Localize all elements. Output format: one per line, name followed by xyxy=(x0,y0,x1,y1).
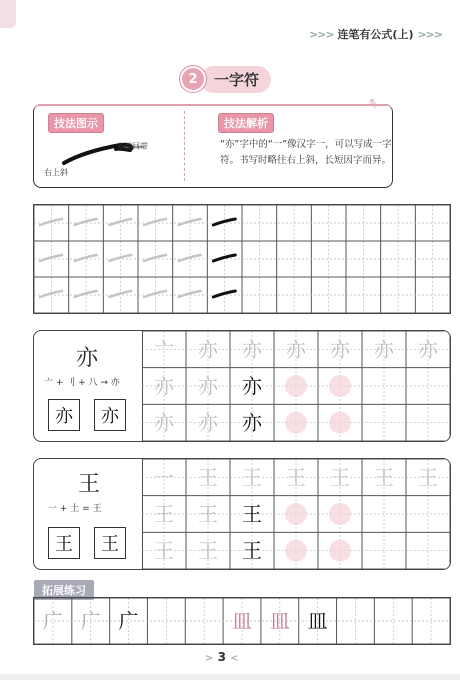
grid-char: 王 xyxy=(418,465,438,490)
technique-divider xyxy=(184,111,185,181)
main-character: 王 xyxy=(78,472,101,497)
trace-mark xyxy=(285,540,307,562)
char-info-wang xyxy=(34,459,143,569)
practice-card-yi xyxy=(33,330,451,442)
trace-mark xyxy=(329,503,351,525)
practice-card-wang xyxy=(33,458,451,570)
page-number: > 3 < xyxy=(205,650,239,664)
trace-stroke xyxy=(109,291,131,297)
grid-char: 皿 xyxy=(269,609,290,633)
grid-char: 亦 xyxy=(242,374,262,398)
running-head-title: 连笔有公式(上) xyxy=(337,28,414,41)
bottom-bar xyxy=(0,674,460,680)
grid-char: 亦 xyxy=(198,410,218,435)
grid-char: 广 xyxy=(80,609,101,633)
analysis-tag: 技法解析 xyxy=(218,113,274,133)
grid-char: 王 xyxy=(374,465,394,490)
trace-mark xyxy=(329,412,351,434)
technique-box xyxy=(33,95,393,188)
grid-char: 王 xyxy=(198,538,218,563)
demo-note-start: 右上斜 xyxy=(44,168,68,177)
grid-char: 王 xyxy=(286,465,306,490)
sample-cell xyxy=(94,527,126,559)
character-formula: 一 + 土 = 王 xyxy=(48,504,102,514)
grid-char: 亠 xyxy=(154,337,174,362)
trace-stroke xyxy=(40,291,62,297)
stroke-practice-svg xyxy=(34,205,450,313)
copying-grid-wang[interactable] xyxy=(142,459,450,569)
trace-stroke xyxy=(40,255,62,261)
section-number: 2 xyxy=(180,66,206,92)
sample-cell xyxy=(48,399,80,431)
main-character: 亦 xyxy=(76,346,99,371)
trace-stroke xyxy=(144,219,166,225)
trace-stroke xyxy=(109,219,131,225)
trace-stroke xyxy=(144,291,166,297)
trace-stroke xyxy=(40,219,62,225)
grid-char: 广 xyxy=(42,609,63,633)
trace-stroke xyxy=(75,291,97,297)
running-head-arrows-right: >>> xyxy=(417,28,442,41)
grid-char: 亦 xyxy=(154,410,174,435)
demo-note-end: 末端回带 xyxy=(116,142,148,151)
sample-char: 亦 xyxy=(101,406,119,427)
stroke-practice-grid[interactable] xyxy=(33,204,451,314)
section-title xyxy=(180,66,271,92)
running-head-arrows: >>> xyxy=(308,28,334,41)
grid-char: 亦 xyxy=(374,337,394,362)
trace-stroke xyxy=(179,255,201,261)
grid-char: 王 xyxy=(330,465,350,490)
grid-char: 亦 xyxy=(418,337,438,362)
grid-char: 王 xyxy=(242,502,262,526)
corner-tab xyxy=(0,0,16,28)
sample-char: 王 xyxy=(55,534,73,555)
grid-char: 广 xyxy=(118,609,139,633)
trace-stroke xyxy=(179,219,201,225)
grid-char: 王 xyxy=(242,538,262,563)
grid-char: 亦 xyxy=(198,337,218,362)
extension-label: 拓展练习 xyxy=(34,580,94,600)
demo-tag: 技法图示 xyxy=(48,113,104,133)
sample-char: 王 xyxy=(101,534,119,555)
model-stroke xyxy=(213,291,235,297)
trace-mark xyxy=(329,540,351,562)
trace-mark xyxy=(329,375,351,397)
extension-grid[interactable] xyxy=(33,597,451,645)
grid-char: 亦 xyxy=(330,337,350,362)
grid-char: 亦 xyxy=(242,337,262,362)
trace-mark xyxy=(285,503,307,525)
grid-char: 亦 xyxy=(154,374,174,398)
grid-char: 亦 xyxy=(198,374,218,398)
grid-char: 王 xyxy=(198,465,218,490)
page-number-text: 3 xyxy=(217,650,226,664)
grid-char: 亦 xyxy=(242,410,262,435)
sample-cell xyxy=(48,527,80,559)
trace-stroke xyxy=(144,255,166,261)
character-formula: 亠 + 刂 + 八 → 亦 xyxy=(44,378,120,388)
grid-char: 王 xyxy=(154,538,174,563)
grid-char: 王 xyxy=(198,502,218,526)
trace-stroke xyxy=(75,219,97,225)
grid-char: 皿 xyxy=(232,609,252,633)
trace-stroke xyxy=(75,255,97,261)
analysis-text: “亦”字中的“一”像汉字一，可以写成一字符。书写时略往右上斜，长短因字而异。 xyxy=(220,139,392,166)
grid-char: 王 xyxy=(154,502,174,526)
trace-mark xyxy=(285,375,307,397)
copying-grid-yi[interactable] xyxy=(142,331,450,441)
extension-svg xyxy=(34,598,450,644)
sample-cell xyxy=(94,399,126,431)
char-info-yi xyxy=(34,331,143,441)
running-head xyxy=(309,26,442,42)
pencil-icon: ✎ xyxy=(365,95,381,113)
trace-stroke xyxy=(179,291,201,297)
grid-char: 王 xyxy=(242,465,262,490)
grid-char: 皿 xyxy=(307,609,328,633)
model-stroke xyxy=(213,255,235,261)
trace-stroke xyxy=(109,255,131,261)
trace-mark xyxy=(285,412,307,434)
section-label: 一字符 xyxy=(200,66,271,93)
model-stroke xyxy=(213,219,235,225)
grid-char: 一 xyxy=(154,465,174,490)
grid-char: 亦 xyxy=(286,337,306,362)
sample-char: 亦 xyxy=(55,406,73,427)
